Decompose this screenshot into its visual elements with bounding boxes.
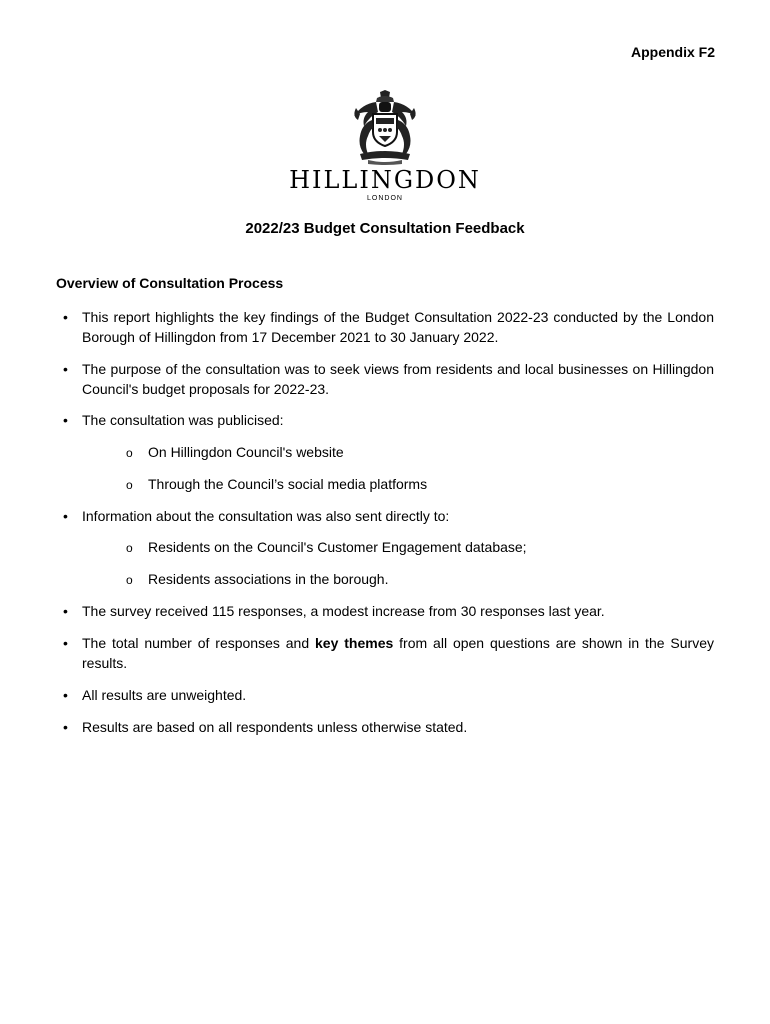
document-title: 2022/23 Budget Consultation Feedback [245,220,525,237]
sub-bullet-marker: o [126,573,133,587]
sub-bullet-marker: o [126,541,133,555]
bullet-marker: • [63,635,68,651]
sub-bullet-item [126,442,344,462]
sub-bullet-item [126,474,428,494]
bullet-text: The purpose of the consultation was to seek views from residents and local businesses on Hillingdon Council's budget proposals for 2022-23. [82,361,714,397]
bullet-marker: • [63,719,68,735]
sub-bullet-marker: o [126,478,133,492]
bullet-marker: • [63,309,68,325]
bullet-text-end: from all open questions are shown in the Survey results. [82,635,714,671]
sub-bullet-item [126,537,527,557]
bullet-marker: • [63,412,68,428]
sub-bullet-text: Through the Council’s social media platforms [148,476,428,492]
sub-bullet-item [126,569,389,589]
bullet-text-bold: key themes [315,635,394,651]
bullet-item [63,633,714,673]
london-subtitle: LONDON [367,195,403,202]
bullet-text: Information about the consultation was also sent directly to: [82,508,450,524]
bullet-text: This report highlights the key findings of the Budget Consultation 2022-23 conducted by the London Borough of Hillingdon from 17 December 2021 to 30 January 2022. [82,309,714,345]
bullet-marker: • [63,361,68,377]
bullet-item [63,717,714,737]
section-heading: Overview of Consultation Process [56,275,284,291]
bullet-item [63,410,714,430]
bullet-text-start: The total number of responses and [82,635,316,651]
bullet-text: The survey received 115 responses, a modest increase from 30 responses last year. [82,603,605,619]
hillingdon-wordmark: HILLINGDON [289,166,481,194]
bullet-marker: • [63,508,68,524]
hillingdon-crest-logo [342,90,428,166]
sub-bullet-text: Residents on the Council's Customer Engagement database; [148,539,527,555]
bullet-item [63,685,714,705]
bullet-item [63,307,714,347]
sub-bullet-text: On Hillingdon Council's website [148,444,344,460]
bullet-marker: • [63,687,68,703]
bullet-text: The consultation was publicised: [82,412,284,428]
appendix-label: Appendix F2 [630,44,715,60]
bullet-text: All results are unweighted. [82,687,247,703]
bullet-text: Results are based on all respondents unless otherwise stated. [82,719,468,735]
bullet-item [63,506,714,526]
bullet-item [63,601,714,621]
sub-bullet-marker: o [126,446,133,460]
sub-bullet-text: Residents associations in the borough. [148,571,389,587]
bullet-item [63,359,714,399]
bullet-marker: • [63,603,68,619]
